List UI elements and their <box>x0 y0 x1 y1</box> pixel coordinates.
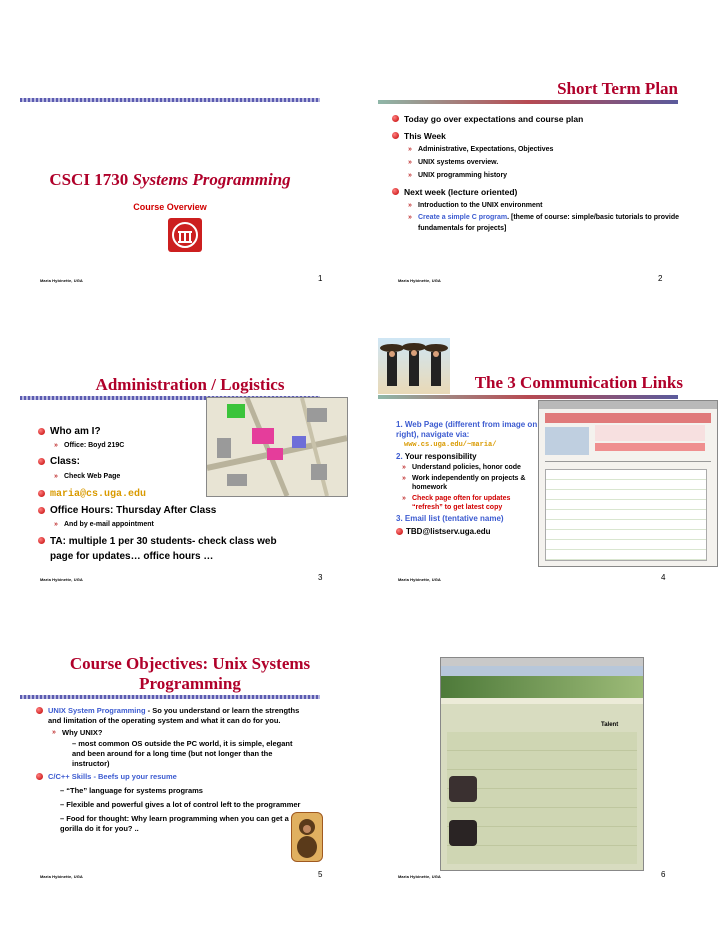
slide-6 <box>378 642 718 922</box>
slide-2 <box>378 46 718 326</box>
slide-3 <box>20 345 360 625</box>
talent-label: Talent <box>601 722 619 728</box>
author-label: Maria Hybinette, UGA <box>398 577 441 582</box>
cowboys-image <box>378 338 450 394</box>
slide-4-list: 1. Web Page (different from image on right), navigate via: www.cs.uga.edu/~maria/ 2. Your responsibility » Understand policies, honor code » Work independently on projects & homework » Check page often for updates “refresh” to get latest copy 3. Email list (tentative name) TBD@listserv.uga.edu <box>388 420 538 537</box>
email-link[interactable]: maria@cs.uga.edu <box>50 489 147 500</box>
course-url-link[interactable]: www.cs.uga.edu/~maria/ <box>404 441 497 449</box>
bullet: Who am I? » Office: Boyd 219C <box>38 425 338 453</box>
bullet-icon <box>38 458 45 465</box>
page-number: 6 <box>661 870 666 879</box>
talent-website-screenshot <box>440 657 644 871</box>
bullet-icon <box>38 537 45 544</box>
page-number: 1 <box>318 274 323 283</box>
bullet-icon <box>392 188 399 195</box>
bullet: Office Hours: Thursday After Class » And by e-mail appointment <box>38 504 338 532</box>
bullet-icon <box>38 428 45 435</box>
bullet-icon <box>38 490 45 497</box>
gorilla-image <box>291 812 323 862</box>
slide-rule <box>378 395 678 399</box>
bullet: TA: multiple 1 per 30 students- check class web page for updates… office hours … <box>38 534 290 564</box>
slide-4 <box>378 345 718 625</box>
bullet: UNIX System Programming - So you understand or learn the strengths and limitation of the operating system and what it can do for you. » Why UNIX? – most common OS outside the PC world, it is simple, elegant and been around for a long time (but not longer than the instructor) <box>36 706 306 769</box>
uga-logo <box>168 218 202 252</box>
author-label: Maria Hybinette, UGA <box>398 874 441 879</box>
slide-3-bullets <box>38 425 338 564</box>
bullet-icon <box>36 707 43 714</box>
bullet: Today go over expectations and course plan <box>392 112 692 126</box>
slide-rule <box>20 98 320 102</box>
author-label: Maria Hybinette, UGA <box>40 278 83 283</box>
numbered-item: 3. Email list (tentative name) <box>396 514 504 523</box>
slide-4-title: The 3 Communication Links <box>474 373 683 392</box>
slide-1 <box>20 46 360 326</box>
slide-rule <box>378 100 678 104</box>
bullet-icon <box>392 132 399 139</box>
bullet: Next week (lecture oriented) » Introduction to the UNIX environment » Create a simple C program. [theme of course: simple/basic tutorials to provide fundamentals for projects] <box>392 185 692 234</box>
bullet-icon <box>396 528 403 535</box>
author-label: Maria Hybinette, UGA <box>40 577 83 582</box>
page-number: 2 <box>658 274 663 283</box>
author-label: Maria Hybinette, UGA <box>398 278 441 283</box>
slide-2-title: Short Term Plan <box>557 79 678 98</box>
slide-2-bullets <box>392 112 692 234</box>
numbered-item: 2. Your responsibility <box>396 452 477 461</box>
page-number: 4 <box>661 573 666 582</box>
slide-5 <box>20 642 360 922</box>
bullet: C/C++ Skills - Beefs up your resume – “The” language for systems programs – Flexible and powerful gives a lot of control left to the programmer – Food for thought: Why learn programming when you can get a gorilla do it for you? .. <box>36 772 306 834</box>
bullet: This Week » Administrative, Expectations, Objectives » UNIX systems overview. » UNIX programming history <box>392 129 692 182</box>
slide-5-title: Course Objectives: Unix Systems Programming <box>69 654 311 693</box>
slide-rule <box>20 695 320 699</box>
slide-1-subtitle: Course Overview <box>133 202 207 212</box>
c-program-link[interactable]: Create a simple C program <box>418 214 508 221</box>
page-number: 3 <box>318 573 323 582</box>
slide-1-title: CSCI 1730 Systems Programming <box>49 170 291 189</box>
chimp-photo <box>449 776 477 802</box>
slide-3-title: Administration / Logistics <box>95 375 285 394</box>
numbered-item: 1. Web Page (different from image on right), navigate via: <box>396 420 538 439</box>
slide-5-bullets <box>36 706 306 834</box>
author-label: Maria Hybinette, UGA <box>40 874 83 879</box>
bullet: Class: » Check Web Page <box>38 455 338 485</box>
bullet-icon <box>392 115 399 122</box>
website-screenshot <box>538 400 718 567</box>
page-number: 5 <box>318 870 323 879</box>
bullet-icon <box>38 507 45 514</box>
bullet <box>38 487 338 502</box>
bullet-icon <box>36 773 43 780</box>
chimp-photo <box>449 820 477 846</box>
